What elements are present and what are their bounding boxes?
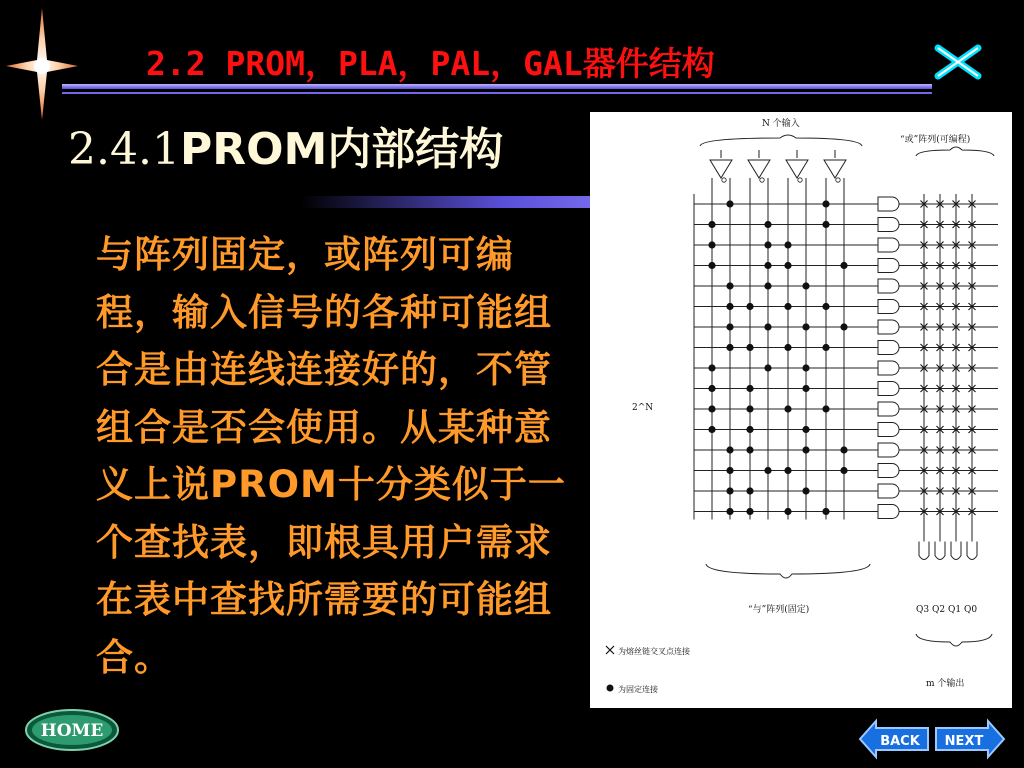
inverter-bubble [722, 178, 726, 182]
row-count-label: 2^N [632, 403, 654, 413]
and-gate-icon [878, 423, 899, 437]
fixed-connection-dot [726, 200, 733, 207]
fixed-connection-dot [764, 262, 771, 269]
and-gate-icon [878, 300, 899, 314]
fixed-connection-dot [784, 262, 791, 269]
fixed-connection-dot [764, 323, 771, 330]
fixed-connection-dot [784, 344, 791, 351]
or-array-label: “或”阵列(可编程) [900, 135, 971, 145]
buffer-icon [748, 160, 770, 178]
fixed-connection-dot [784, 303, 791, 310]
fixed-connection-dot [726, 467, 733, 474]
fixed-connection-dot [746, 385, 753, 392]
prom-structure-diagram [590, 112, 1012, 708]
buffer-icon [786, 160, 808, 178]
fixed-connection-dot [822, 405, 829, 412]
section-heading [68, 124, 503, 176]
fixed-connection-dot [708, 364, 715, 371]
legend-dot-icon [607, 685, 614, 692]
buffer-icon [824, 160, 846, 178]
output-label-q3: Q3 [916, 605, 930, 615]
and-gate-icon [878, 238, 899, 252]
inputs-label: N 个输入 [762, 119, 800, 129]
fixed-connection-dot [746, 344, 753, 351]
fixed-connection-dot [726, 282, 733, 289]
fixed-connection-dot [708, 262, 715, 269]
output-label-q0: Q0 [964, 605, 978, 615]
fixed-connection-dot [764, 467, 771, 474]
fixed-connection-dot [746, 446, 753, 453]
fixed-connection-dot [764, 241, 771, 248]
and-gate-icon [878, 259, 899, 273]
and-gate-icon [878, 361, 899, 375]
body-paragraph: 与阵列固定，或阵列可编程，输入信号的各种可能组合是由连线连接好的，不管组合是否会使用。从某种意义上说PROM十分类似于一个查找表，即根具用户需求在表中查找所需要的可能组合。 [96, 233, 566, 679]
buffer-icon [710, 160, 732, 178]
title-underline [62, 84, 932, 89]
home-button-label: HOME [40, 721, 104, 741]
fixed-connection-dot [708, 385, 715, 392]
fixed-connection-dot [822, 344, 829, 351]
next-button[interactable] [934, 718, 1006, 760]
next-button-label: NEXT [944, 734, 984, 749]
and-array-label: “与”阵列(固定) [748, 605, 810, 615]
inverter-bubble [798, 178, 802, 182]
fixed-connection-dot [802, 323, 809, 330]
output-label-q2: Q2 [932, 605, 946, 615]
or-gate-icon [951, 542, 961, 560]
or-array-brace [916, 147, 994, 156]
inverter-bubble [760, 178, 764, 182]
fixed-connection-dot [708, 221, 715, 228]
fixed-connection-dot [764, 364, 771, 371]
fixed-connection-dot [746, 508, 753, 515]
or-gate-icon [967, 542, 977, 560]
section-number: 2.4.1 [68, 124, 180, 175]
outputs-brace [916, 634, 992, 646]
and-gate-icon [878, 443, 899, 457]
legend-cross-icon [606, 646, 614, 654]
or-gate-icon [935, 542, 945, 560]
slide-title: 2.2 PROM，PLA，PAL，GAL器件结构 [146, 44, 715, 83]
fixed-connection-dot [746, 487, 753, 494]
fixed-connection-dot [840, 467, 847, 474]
fixed-connection-dot [784, 405, 791, 412]
or-gate-icon [919, 542, 929, 560]
fixed-connection-dot [726, 508, 733, 515]
fixed-connection-dot [802, 364, 809, 371]
title-underline-thin [62, 92, 932, 94]
fixed-connection-dot [726, 487, 733, 494]
output-label-q1: Q1 [948, 605, 962, 615]
fixed-connection-dot [726, 323, 733, 330]
and-gate-icon [878, 505, 899, 519]
outputs-count-label: m 个输出 [926, 679, 965, 689]
fixed-connection-dot [802, 487, 809, 494]
fixed-connection-dot [822, 508, 829, 515]
fixed-connection-dot [822, 221, 829, 228]
fixed-connection-dot [784, 508, 791, 515]
back-button-label: BACK [880, 734, 920, 749]
fixed-connection-dot [746, 405, 753, 412]
fixed-connection-dot [764, 221, 771, 228]
inputs-brace [700, 135, 862, 146]
and-gate-icon [878, 218, 899, 232]
fixed-connection-dot [840, 323, 847, 330]
section-title: PROM内部结构 [179, 124, 504, 175]
fixed-connection-dot [802, 385, 809, 392]
fixed-connection-dot [726, 303, 733, 310]
fixed-connection-dot [822, 200, 829, 207]
fixed-connection-dot [802, 446, 809, 453]
back-button[interactable] [858, 718, 930, 760]
and-gate-icon [878, 341, 899, 355]
fixed-connection-dot [784, 467, 791, 474]
and-gate-icon [878, 382, 899, 396]
and-gate-icon [878, 484, 899, 498]
fixed-connection-dot [840, 446, 847, 453]
and-gate-icon [878, 279, 899, 293]
fixed-connection-dot [802, 426, 809, 433]
close-x-icon[interactable] [930, 40, 986, 84]
legend-cross-text: 为熔丝链交叉点连接 [618, 647, 690, 656]
legend-dot-text: 为固定连接 [618, 685, 658, 694]
inverter-bubble [836, 178, 840, 182]
and-gate-icon [878, 464, 899, 478]
fixed-connection-dot [764, 282, 771, 289]
home-button[interactable] [24, 708, 120, 752]
fixed-connection-dot [746, 303, 753, 310]
and-array-brace [706, 564, 870, 578]
fixed-connection-dot [840, 262, 847, 269]
fixed-connection-dot [726, 446, 733, 453]
fixed-connection-dot [802, 282, 809, 289]
fixed-connection-dot [708, 426, 715, 433]
fixed-connection-dot [708, 241, 715, 248]
star-sparkle-icon [6, 8, 78, 120]
fixed-connection-dot [708, 405, 715, 412]
and-gate-icon [878, 402, 899, 416]
fixed-connection-dot [784, 241, 791, 248]
fixed-connection-dot [822, 303, 829, 310]
and-gate-icon [878, 320, 899, 334]
section-underline [300, 196, 590, 208]
fixed-connection-dot [726, 344, 733, 351]
and-gate-icon [878, 197, 899, 211]
fixed-connection-dot [746, 426, 753, 433]
